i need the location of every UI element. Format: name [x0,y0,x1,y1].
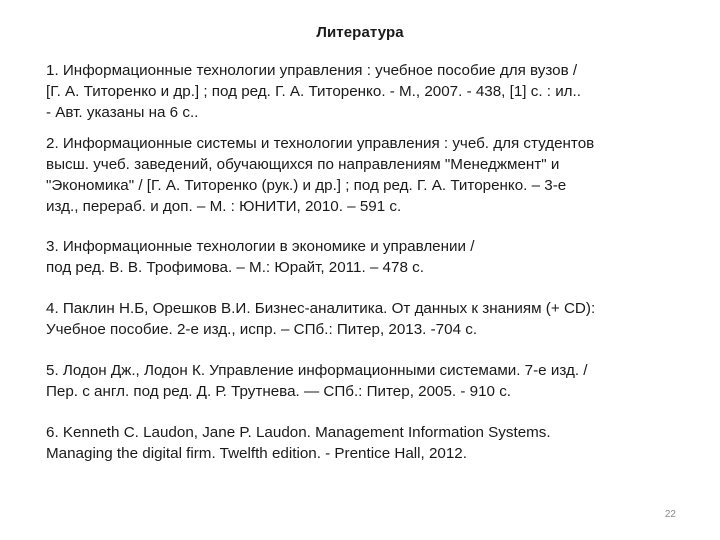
reference-item [46,360,587,402]
reference-item [46,236,474,278]
reference-line: [Г. А. Титоренко и др.] ; под ред. Г. А. Титоренко. - М., 2007. - 438, [1] с. : ил.. [46,83,581,100]
reference-line: Managing the digital firm. Twelfth edition. - Prentice Hall, 2012. [46,445,467,462]
reference-line: под ред. В. В. Трофимова. – М.: Юрайт, 2011. – 478 с. [46,259,424,276]
reference-item [46,133,594,217]
reference-line: 1. Информационные технологии управления : учебное пособие для вузов / [46,62,578,79]
reference-line: 2. Информационные системы и технологии управления : учеб. для студентов [46,135,595,152]
reference-item [46,422,551,464]
reference-item [46,298,595,340]
reference-line: 3. Информационные технологии в экономике и управлении / [46,238,475,255]
reference-line: изд., перераб. и доп. – М. : ЮНИТИ, 2010. – 591 с. [46,198,402,215]
reference-line: Пер. с англ. под ред. Д. Р. Трутнева. — СПб.: Питер, 2005. - 910 с. [46,383,512,400]
reference-line: 4. Паклин Н.Б, Орешков В.И. Бизнес-аналитика. От данных к знаниям (+ CD): [46,300,596,317]
reference-line: Учебное пособие. 2-е изд., испр. – СПб.: Питер, 2013. -704 с. [46,321,478,338]
reference-item [46,60,581,123]
reference-line: - Авт. указаны на 6 с.. [46,104,199,121]
slide-title: Литература [316,24,404,41]
page-number: 22 [664,509,676,520]
reference-line: высш. учеб. заведений, обучающихся по направлениям "Менеджмент" и [46,156,560,173]
reference-line: "Экономика" / [Г. А. Титоренко (рук.) и др.] ; под ред. Г. А. Титоренко. – 3-е [46,177,567,194]
reference-line: 6. Kenneth C. Laudon, Jane P. Laudon. Management Information Systems. [46,424,551,441]
reference-line: 5. Лодон Дж., Лодон К. Управление информационными системами. 7-е изд. / [46,362,588,379]
